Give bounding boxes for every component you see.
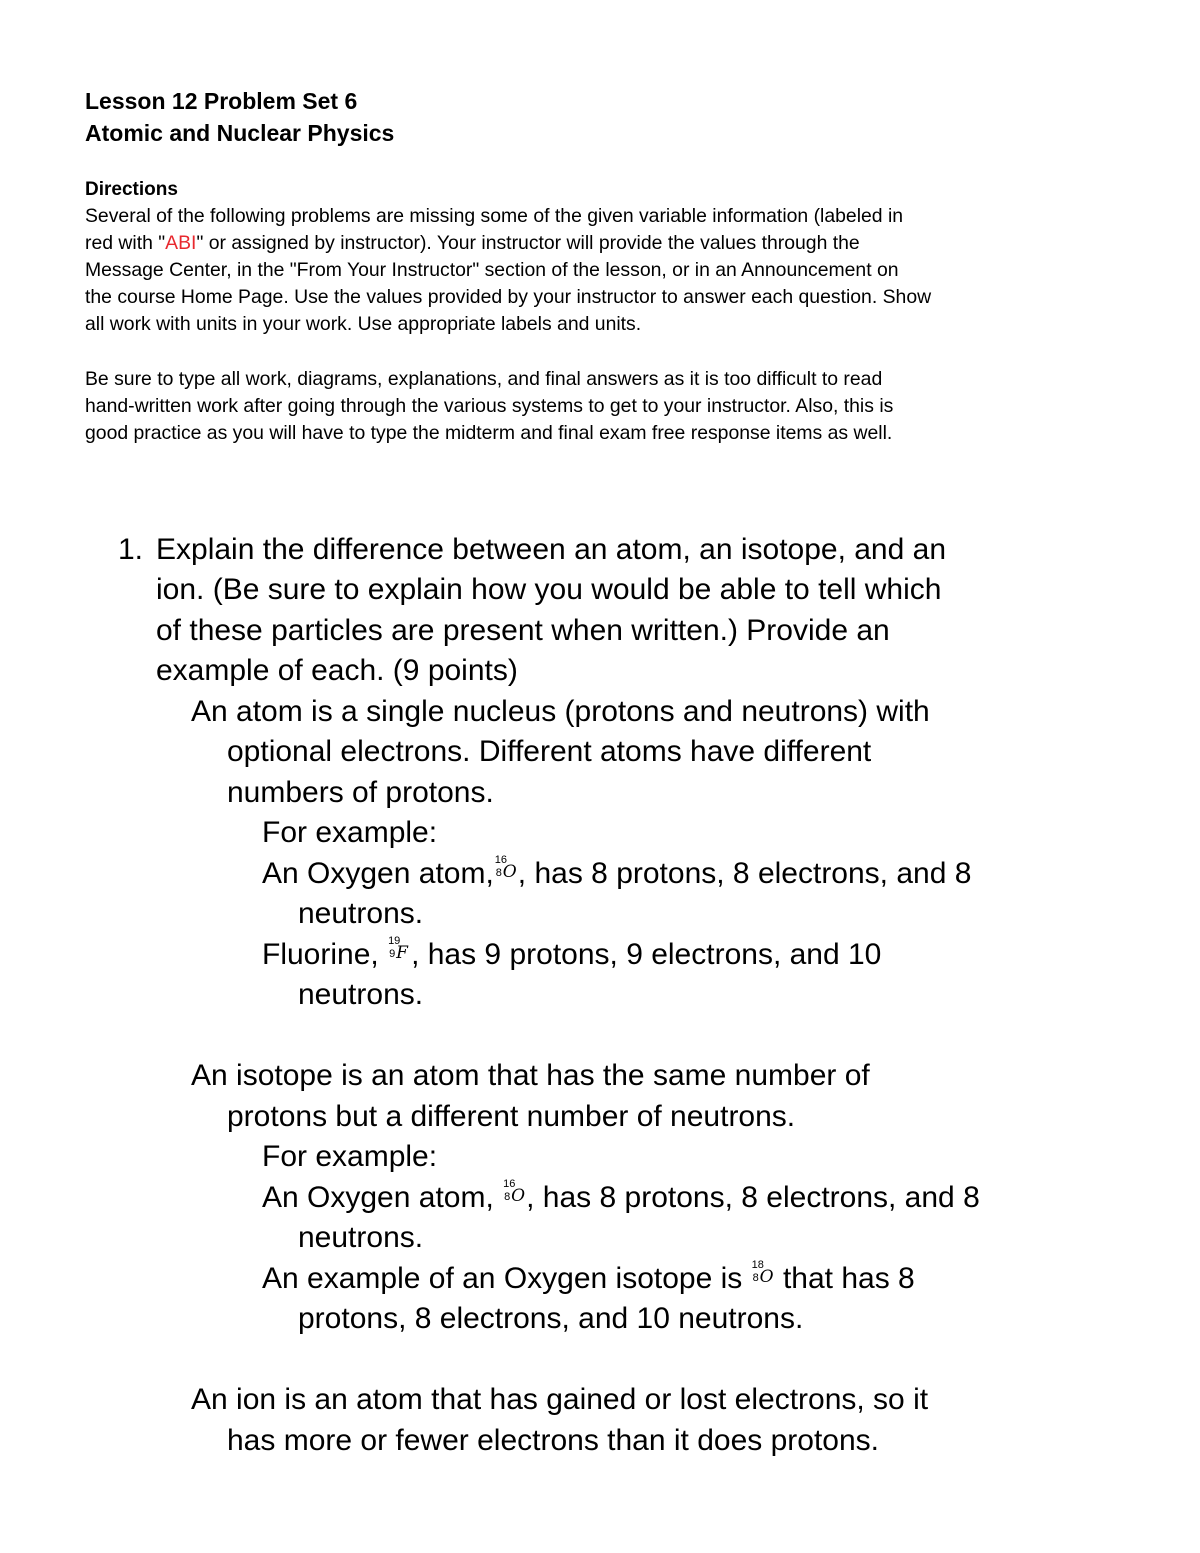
example-label: For example: <box>262 1140 438 1173</box>
text-span: An Oxygen atom, <box>262 857 494 890</box>
atom-example-line <box>262 935 881 976</box>
atom-example-line: neutrons. <box>298 897 424 930</box>
text-span: " or assigned by instructor). Your instructor will provide the values through the <box>196 232 860 254</box>
example-label: For example: <box>262 816 438 849</box>
text-span: , has 8 protons, 8 electrons, and 8 <box>526 1181 980 1214</box>
document-subtitle: Atomic and Nuclear Physics <box>85 120 395 146</box>
directions-line: Be sure to type all work, diagrams, explanations, and final answers as it is too difficult to read <box>85 368 883 390</box>
atom-answer-line: numbers of protons. <box>227 776 494 809</box>
text-span: Fluorine, <box>262 938 379 971</box>
element-symbol: F <box>396 943 408 963</box>
oxygen-18-nuclide <box>751 1259 775 1290</box>
isotope-example-line: neutrons. <box>298 1221 424 1254</box>
question-text-line: Explain the difference between an atom, an isotope, and an <box>156 533 947 566</box>
isotope-example-line <box>262 1178 980 1219</box>
directions-line: the course Home Page. Use the values provided by your instructor to answer each question. Show <box>85 286 932 308</box>
mass-number: 19 <box>388 935 401 947</box>
text-span: An example of an Oxygen isotope is <box>262 1262 743 1295</box>
directions-heading: Directions <box>85 179 178 200</box>
atom-example-line: neutrons. <box>298 978 424 1011</box>
isotope-example-line <box>262 1259 915 1300</box>
directions-line: good practice as you will have to type the midterm and final exam free response items as well. <box>85 422 893 444</box>
text-span: , has 8 protons, 8 electrons, and 8 <box>517 857 972 890</box>
directions-line: all work with units in your work. Use appropriate labels and units. <box>85 313 642 335</box>
mass-number: 18 <box>751 1259 764 1271</box>
element-symbol: O <box>759 1267 774 1287</box>
directions-paragraph-2 <box>85 366 1125 447</box>
document-title: Lesson 12 Problem Set 6 <box>85 88 358 114</box>
question-number: 1. <box>118 533 144 566</box>
directions-line: Several of the following problems are missing some of the given variable information (labeled in <box>85 205 904 227</box>
abi-label: ABI <box>165 232 197 254</box>
text-span: red with " <box>85 232 166 254</box>
question-text-line: of these particles are present when written.) Provide an <box>156 614 890 647</box>
directions-paragraph-1 <box>85 203 1125 338</box>
directions-line: Message Center, in the "From Your Instructor" section of the lesson, or in an Announcement on <box>85 259 899 281</box>
element-symbol: O <box>511 1186 526 1206</box>
atomic-number: 8 <box>495 867 502 879</box>
text-span: that has 8 <box>782 1262 915 1295</box>
mass-number: 16 <box>503 1178 516 1190</box>
ion-answer-line: has more or fewer electrons than it does protons. <box>227 1424 880 1457</box>
mass-number: 16 <box>494 854 508 866</box>
fluorine-19-nuclide <box>387 935 411 966</box>
isotope-example-line: protons, 8 electrons, and 10 neutrons. <box>298 1302 804 1335</box>
oxygen-16-nuclide <box>494 854 518 885</box>
directions-line: hand-written work after going through the various systems to get to your instructor. Also, this is <box>85 395 894 417</box>
question-text-line: example of each. (9 points) <box>156 654 518 687</box>
directions-line <box>85 230 1125 257</box>
atomic-number: 9 <box>389 948 396 960</box>
element-symbol: O <box>502 862 517 882</box>
atom-example-line <box>262 854 971 895</box>
isotope-answer-line: An isotope is an atom that has the same number of <box>191 1059 870 1092</box>
text-span: An Oxygen atom, <box>262 1181 494 1214</box>
text-span: , has 9 protons, 9 electrons, and 10 <box>411 938 882 971</box>
atomic-number: 8 <box>504 1191 511 1203</box>
question-text-line: ion. (Be sure to explain how you would be able to tell which <box>156 573 942 606</box>
atom-answer-line: An atom is a single nucleus (protons and neutrons) with <box>191 695 930 728</box>
isotope-answer-line: protons but a different number of neutrons. <box>227 1100 796 1133</box>
ion-answer-line: An ion is an atom that has gained or lost electrons, so it <box>191 1383 929 1416</box>
oxygen-16-nuclide <box>502 1178 526 1209</box>
atomic-number: 8 <box>752 1272 759 1284</box>
atom-answer-line: optional electrons. Different atoms have different <box>227 735 872 768</box>
